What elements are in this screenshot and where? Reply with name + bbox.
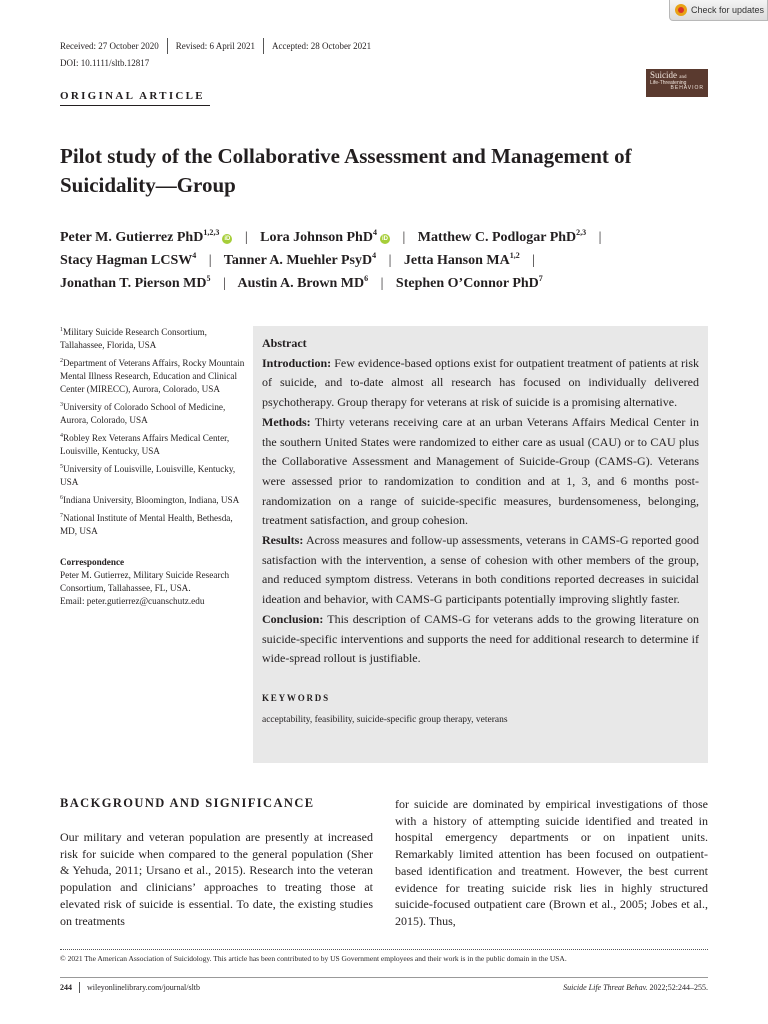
author-separator: | [244,230,248,245]
journal-logo-and: and [679,75,687,80]
author[interactable]: Matthew C. Podlogar PhD$^{2,3}$ [417,228,587,245]
correspondence-title: Correspondence [60,557,125,567]
author-list [60,226,710,295]
affiliation: $^7$National Institute of Mental Health, Bethesda, MD, USA [60,513,233,536]
body-left-column: Our military and veteran population are presently at increased risk for suicide when compared to the general population (Sher & Yehuda, 2011; Ursano et al., 2015). Research into the veteran population and clinicians’ approaches to treating those at elevated risk of suicide is essential. To date, the existing studies on treatments [60,830,373,928]
correspondence-email[interactable]: Email: peter.gutierrez@cuanschutz.edu [60,596,205,606]
section-label: ORIGINAL ARTICLE [60,90,205,102]
journal-logo-line3: BEHAVIOR [670,85,704,91]
affiliation: $^1$Military Suicide Research Consortium, Tallahassee, Florida, USA [60,327,207,350]
abstract-introduction: Introduction: Few evidence-based options exist for outpatient treatment of patients at risk of suicide, and to-date almost all research has focused on individually delivered psychotherapy. Group therapy for veterans at risk of suicide is a promising alternative. [262,355,699,410]
affiliation: $^3$University of Colorado School of Medicine, Aurora, Colorado, USA [60,402,226,425]
check-for-updates-label: Check for updates [691,5,765,15]
author[interactable]: Peter M. Gutierrez PhD$^{1,2,3}$iD [60,228,231,245]
author[interactable]: Jonathan T. Pierson $MD^5$ [60,274,211,291]
affiliation: $^4$Robley Rex Veterans Affairs Medical Center, Louisville, Kentucky, USA [60,433,230,456]
author-separator: | [598,230,602,245]
affiliation: $^6$Indiana University, Bloomington, Indiana, USA [60,495,240,505]
journal-logo-line2: Life-Threatening [650,80,687,86]
article-dates [60,38,371,54]
date-divider [167,38,168,54]
affiliations [60,326,248,608]
journal-logo [646,69,708,97]
author[interactable]: Austin A. Brown $MD^6$ [237,274,369,291]
citation: Suicide Life Threat Behav. 2022;52:244–255. [563,982,708,992]
page-number: 244 [60,982,72,992]
footer-divider [79,982,80,993]
abstract-results: Results: Across measures and follow-up assessments, veterans in CAMS-G reported good satisfaction with the intervention, a sense of cohesion with other members of the group, and reduced symptom distress. Veterans in both conditions reported decreases in suicidal ideation and behavior, with CAMS-G participants potentially improving slightly faster. [262,533,700,607]
abstract-box [253,326,708,763]
author[interactable]: Lora Johnson PhD$^4$iD [260,228,388,245]
author[interactable]: Stephen O’Connor PhD$^7$ [395,274,543,291]
page-footer [60,980,708,994]
abstract-title: Abstract [262,336,307,350]
journal-logo-line1: Suicide [650,70,677,80]
author-separator: | [388,253,392,268]
author-separator: | [223,276,226,291]
author[interactable]: Jetta Hanson MA$^{1,2}$ [403,251,520,268]
article-title: Pilot study of the Collaborative Assessment and Management of Suicidality—Group [60,144,632,197]
orcid-icon[interactable]: iD [381,236,388,242]
background-heading: BACKGROUND AND SIGNIFICANCE [60,796,315,810]
check-for-updates-button[interactable] [669,0,768,21]
crossmark-icon [675,4,687,16]
abstract-methods: Methods: Thirty veterans receiving care at an urban Veterans Affairs Medical Center in the southern United States were randomized to either care as usual (CAU) or to CAU plus the Collaborative Assessment and Management of Suicide-Group (CAMS-G). Veterans were assessed prior to randomization to condition and at 1, 3, and 6 months post-randomization on a range of suicide-specific measures, burdensomeness, belonging, treatment satisfaction, and group cohesion. [262,414,699,528]
keywords-title: KEYWORDS [262,692,330,703]
correspondence-text: Peter M. Gutierrez, Military Suicide Research Consortium, Tallahassee, FL, USA. [60,570,230,593]
author-separator: | [402,230,406,245]
abstract-conclusion: Conclusion: This description of CAMS-G for veterans adds to the growing literature on suicide-specific interventions and supports the need for additional research to determine if wide-spread rollout is justifiable. [262,611,699,666]
doi[interactable]: DOI: 10.1111/sltb.12817 [60,58,150,68]
author[interactable]: Stacy Hagman LCSW$^4$ [60,251,197,268]
affiliation: $^5$University of Louisville, Louisville, Kentucky, USA [60,464,236,487]
journal-url[interactable]: wileyonlinelibrary.com/journal/sltb [87,982,201,992]
footer-rule [60,977,708,978]
body-right-column: for suicide are dominated by empirical investigations of those with a history of attempting suicide identified and treated in hospital emergency departments or on inpatient units. Remarkably limited attention has been focused on outpatient-based identification and treatment. However, the best current evidence for treating suicide risk lies in highly structured suicide-focused outpatient care (Brown et al., 2005; Jobes et al., 2015). Thus, [395,797,708,928]
revised-date: Revised: 6 April 2021 [175,41,255,51]
author-separator: | [380,276,384,291]
author-separator: | [208,253,212,268]
received-date: Received: 27 October 2020 [60,41,159,51]
footnote-divider [60,949,708,950]
copyright-notice: © 2021 The American Association of Suicidology. This article has been contributed to by US Government employees and their work is in the public domain in the USA. [60,954,567,963]
keywords-text: acceptability, feasibility, suicide-specific group therapy, veterans [262,714,508,725]
section-rule [60,105,210,106]
orcid-icon[interactable]: iD [224,236,231,242]
date-divider [263,38,264,54]
accepted-date: Accepted: 28 October 2021 [271,41,372,51]
author[interactable]: Tanner A. Muehler PsyD$^4$ [223,251,377,268]
affiliation: $^2$Department of Veterans Affairs, Rocky Mountain Mental Illness Research, Education and Clinical Center (MIRECC), Aurora, Colorado, USA [60,358,245,394]
author-separator: | [532,253,536,268]
